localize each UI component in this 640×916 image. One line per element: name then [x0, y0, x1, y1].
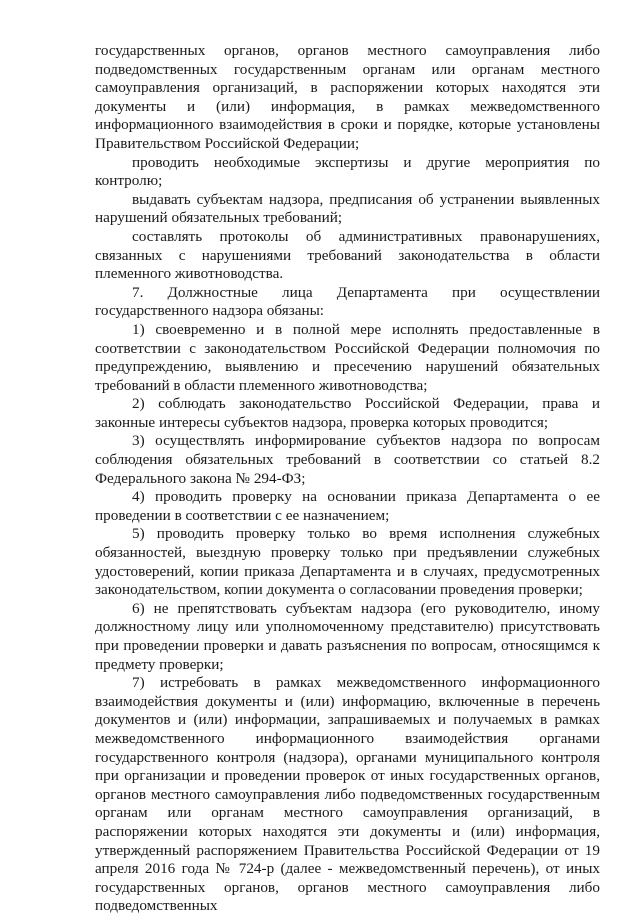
paragraph-continuation: государственных органов, органов местного самоуправления либо подведомственных государственным органам или органам местного самоуправления организаций, в распоряжении которых находятся эти документы и (или) информация, в рамках межведомственного информационного взаимодействия в сроки и порядке, которые установлены Правительством Российской Федерации;	[95, 42, 600, 152]
list-item-5: 5) проводить проверку только во время исполнения служебных обязанностей, выездную проверку только при предъявлении служебных удостоверений, копии приказа Департамента и в случаях, предусмотренных законодательством, копии документа о согласовании проведения проверки;	[95, 525, 600, 599]
paragraph-protocols: составлять протоколы об административных правонарушениях, связанных с нарушениями требований законодательства в области племенного животноводства.	[95, 227, 600, 283]
list-item-3: 3) осуществлять информирование субъектов надзора по вопросам соблюдения обязательных требований в соответствии со статьей 8.2 Федерального закона № 294-ФЗ;	[95, 432, 600, 487]
list-item-4: 4) проводить проверку на основании приказа Департамента о ее проведении в соответствии с ее назначением;	[95, 488, 600, 524]
paragraph-section-7: 7. Должностные лица Департамента при осуществлении государственного надзора обязаны:	[95, 283, 600, 320]
list-item-6: 6) не препятствовать субъектам надзора (его руководителю, иному должностному лицу или уполномоченному представителю) присутствовать при проведении проверки и давать разъяснения по вопросам, относящимся к предмету проверки;	[95, 599, 600, 673]
paragraph-prescriptions: выдавать субъектам надзора, предписания об устранении выявленных нарушений обязательных требований;	[95, 190, 600, 227]
list-item-2: 2) соблюдать законодательство Российской Федерации, права и законные интересы субъектов надзора, проверка которых проводится;	[95, 395, 600, 431]
list-item-7: 7) истребовать в рамках межведомственного информационного взаимодействия документы и (или) информацию, включенные в перечень документов и (или) информации, запрашиваемых и получаемых в рамках межведомственного информационного взаимодействия органами государственного контроля (надзора), органами муниципального контроля при организации и проведении проверок от иных государственных органов, органов местного самоуправления либо подведомственных государственным органам или органам местного самоуправления организаций, в распоряжении которых находятся эти документы и (или) информация, утвержденный распоряжением Правительства Российской Федерации от 19 апреля 2016 года № 724-р (далее - межведомственный перечень), от иных государственных органов, органов местного самоуправления либо подведомственных	[95, 674, 600, 915]
list-item-1: 1) своевременно и в полной мере исполнять предоставленные в соответствии с законодательством Российской Федерации полномочия по предупреждению, выявлению и пресечению нарушений обязательных требований в области племенного животноводства;	[95, 320, 600, 394]
document-body	[95, 42, 600, 916]
paragraph-expertise: проводить необходимые экспертизы и другие мероприятия по контролю;	[95, 153, 600, 190]
